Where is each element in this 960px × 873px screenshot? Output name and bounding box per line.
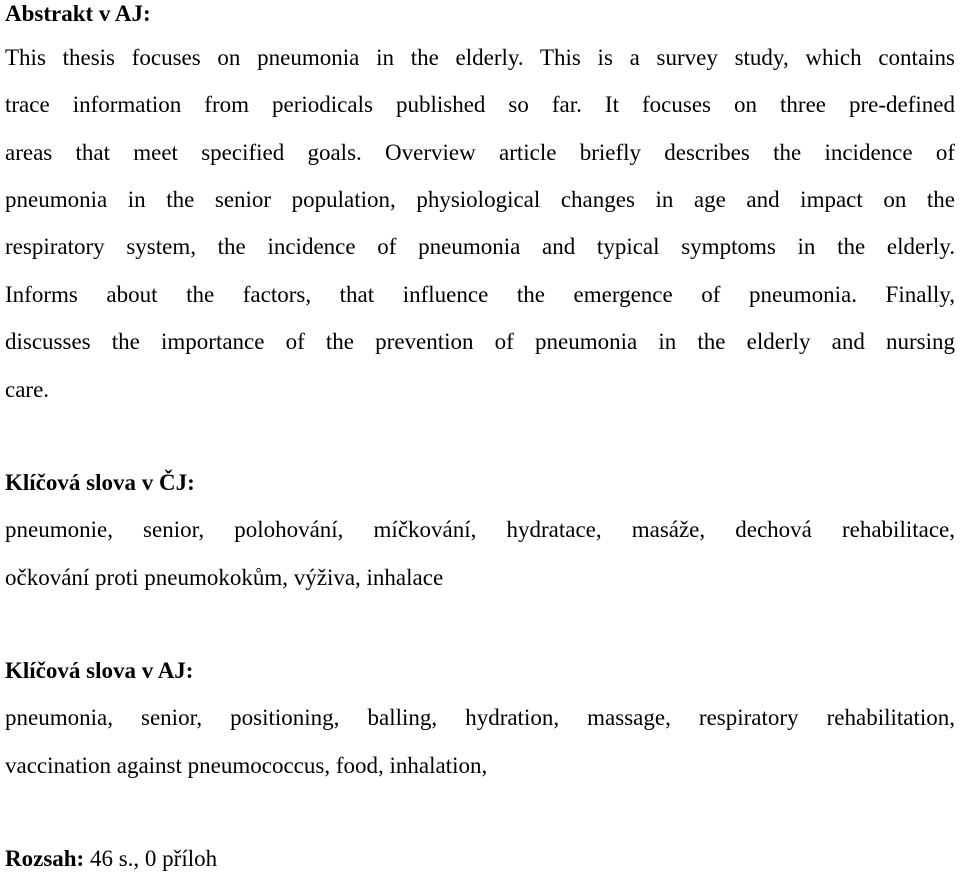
abstract-line-7: discusses the importance of the prevention of pneumonia in the elderly and nursing xyxy=(5,329,955,354)
abstract-line-6: Informs about the factors, that influence the emergence of pneumonia. Finally, xyxy=(5,282,955,307)
abstract-line-1: This thesis focuses on pneumonia in the elderly. This is a survey study, which contains xyxy=(5,45,955,70)
keywords-en-line-2: vaccination against pneumococcus, food, inhalation, xyxy=(5,753,488,778)
keywords-cz-heading: Klíčová slova v ČJ: xyxy=(5,470,195,495)
abstract-line-4: pneumonia in the senior population, physiological changes in age and impact on the xyxy=(5,187,955,212)
keywords-en-line-1: pneumonia, senior, positioning, balling, hydration, massage, respiratory rehabilitation, xyxy=(5,705,955,730)
keywords-cz-line-2: očkování proti pneumokokům, výživa, inhalace xyxy=(5,565,444,590)
extent-value: 46 s., 0 příloh xyxy=(84,846,218,871)
abstract-heading: Abstrakt v AJ: xyxy=(5,1,151,26)
extent-line xyxy=(5,847,217,870)
abstract-line-5: respiratory system, the incidence of pneumonia and typical symptoms in the elderly. xyxy=(5,234,955,259)
keywords-en-heading: Klíčová slova v AJ: xyxy=(5,658,194,683)
extent-label: Rozsah: xyxy=(5,846,85,871)
abstract-line-3: areas that meet specified goals. Overview article briefly describes the incidence of xyxy=(5,140,955,165)
abstract-line-8: care. xyxy=(5,377,50,402)
keywords-cz-line-1: pneumonie, senior, polohování, míčkování, hydratace, masáže, dechová rehabilitace, xyxy=(5,517,955,542)
abstract-line-2: trace information from periodicals published so far. It focuses on three pre-defined xyxy=(5,92,955,117)
